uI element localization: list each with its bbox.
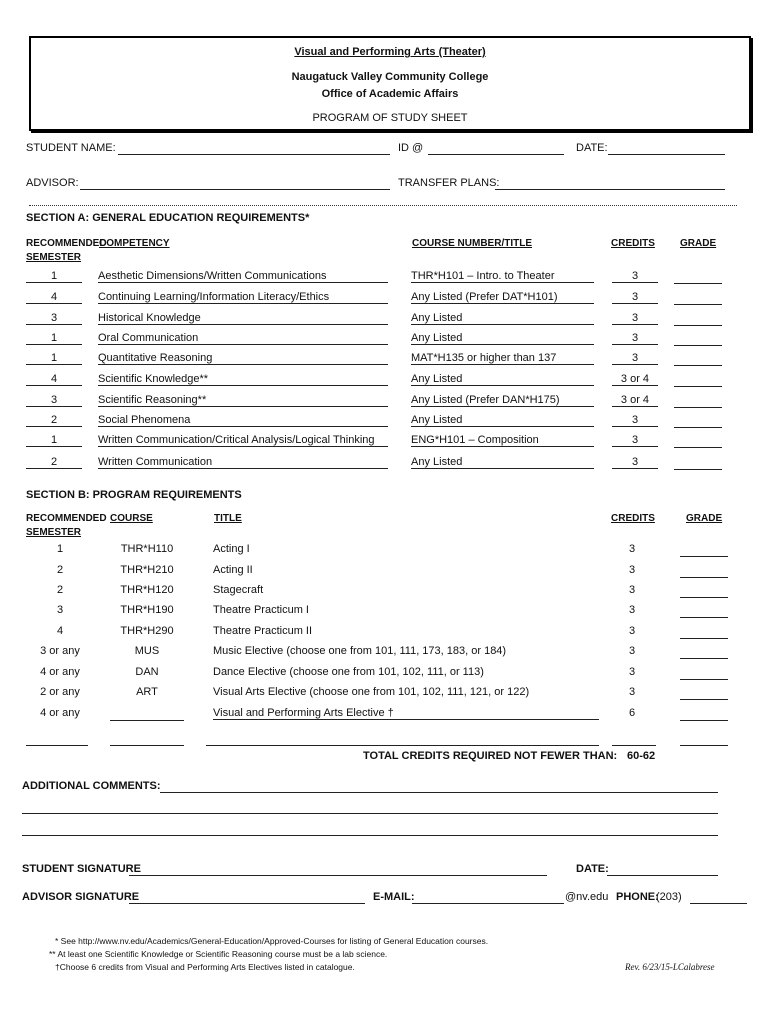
id-label: ID @	[398, 142, 424, 154]
semester-cell[interactable]: 1	[26, 352, 82, 365]
competency-cell: Scientific Reasoning**	[98, 394, 388, 407]
semester-cell[interactable]: 1	[26, 270, 82, 283]
grade-field[interactable]	[674, 456, 722, 470]
advisor-label: ADVISOR:	[26, 177, 79, 189]
section-a-row	[0, 291, 770, 311]
section-a-row	[0, 414, 770, 434]
footnote-3: †Choose 6 credits from Visual and Performing Arts Electives listed in catalogue.	[55, 962, 355, 972]
phone-field[interactable]	[690, 903, 747, 904]
college-name: Naugatuck Valley Community College	[291, 71, 489, 83]
student-signature-field[interactable]	[129, 875, 547, 876]
credits-cell: 3	[628, 645, 636, 657]
section-b-row	[0, 686, 770, 706]
title-cell: Stagecraft	[213, 584, 264, 596]
grade-field[interactable]	[680, 625, 728, 639]
credits-cell: 3	[628, 604, 636, 616]
advisor-signature-label: ADVISOR SIGNATURE	[22, 891, 140, 903]
title-cell: Theatre Practicum II	[213, 625, 313, 637]
comments-line-1[interactable]	[160, 792, 718, 793]
semester-cell: 2	[56, 564, 64, 576]
section-a-col-grade: GRADE	[680, 238, 717, 249]
grade-field[interactable]	[680, 564, 728, 578]
section-a-col-course: COURSE NUMBER/TITLE	[412, 238, 532, 249]
footnote-2: ** At least one Scientific Knowledge or Scientific Reasoning course must be a lab science.	[49, 949, 388, 959]
course-cell: Any Listed	[411, 332, 594, 345]
comments-line-3[interactable]	[22, 835, 718, 836]
section-a-row	[0, 332, 770, 352]
section-b-col-grade: GRADE	[686, 513, 723, 524]
competency-cell: Oral Communication	[98, 332, 388, 345]
section-b-col-recommended: RECOMMENDED	[26, 513, 107, 524]
grade-field[interactable]	[674, 291, 722, 305]
credits-cell: 3	[612, 414, 658, 427]
credits-cell: 3 or 4	[612, 394, 658, 407]
semester-cell[interactable]: 2	[26, 414, 82, 427]
semester-cell[interactable]: 4	[26, 373, 82, 386]
section-b-col-course: COURSE	[110, 513, 153, 524]
program-sheet-label: PROGRAM OF STUDY SHEET	[312, 112, 468, 124]
student-signature-label: STUDENT SIGNATURE	[22, 863, 141, 875]
credits-cell: 3	[628, 584, 636, 596]
email-domain: @nv.edu	[565, 891, 609, 903]
section-b-row	[0, 645, 770, 665]
section-a-row	[0, 394, 770, 414]
section-a-col-credits: CREDITS	[611, 238, 655, 249]
blank-grade-field[interactable]	[680, 745, 728, 746]
grade-field[interactable]	[674, 332, 722, 346]
grade-field[interactable]	[680, 686, 728, 700]
grade-field[interactable]	[680, 645, 728, 659]
competency-cell: Written Communication/Critical Analysis/Logical Thinking	[98, 434, 388, 447]
credits-cell: 3	[612, 332, 658, 345]
blank-title-field[interactable]	[206, 745, 599, 746]
section-b-col-semester: SEMESTER	[26, 527, 82, 538]
section-b-row	[0, 584, 770, 604]
header-box	[29, 36, 751, 131]
section-a-row	[0, 456, 770, 476]
date-field[interactable]	[608, 154, 725, 155]
section-a-col-competency: COMPETENCY	[99, 238, 170, 249]
section-a-col-recommended: RECOMMENDED	[26, 238, 107, 249]
section-a-row	[0, 373, 770, 393]
competency-cell: Continuing Learning/Information Literacy/Ethics	[98, 291, 388, 304]
additional-comments-label: ADDITIONAL COMMENTS:	[22, 780, 161, 792]
semester-cell: 3 or any	[40, 645, 80, 657]
credits-cell: 3	[628, 686, 636, 698]
section-a-row	[0, 312, 770, 332]
grade-field[interactable]	[680, 707, 728, 721]
office-name: Office of Academic Affairs	[321, 88, 459, 100]
course-cell: THR*H210	[120, 564, 174, 576]
course-cell: Any Listed	[411, 373, 594, 386]
section-a-row	[0, 270, 770, 290]
semester-cell[interactable]: 3	[26, 394, 82, 407]
semester-cell[interactable]: 1	[26, 332, 82, 345]
program-title: Visual and Performing Arts (Theater)	[294, 46, 486, 58]
credits-cell: 3	[612, 270, 658, 283]
semester-cell: 4 or any	[40, 666, 80, 678]
course-cell: MAT*H135 or higher than 137	[411, 352, 594, 365]
semester-cell: 4 or any	[40, 707, 80, 719]
advisor-field[interactable]	[80, 189, 390, 190]
course-cell: Any Listed (Prefer DAT*H101)	[411, 291, 594, 304]
course-cell: ART	[136, 686, 158, 698]
semester-cell[interactable]: 1	[26, 434, 82, 447]
phone-label: PHONE:	[616, 891, 659, 903]
credits-cell: 3	[612, 312, 658, 325]
competency-cell: Scientific Knowledge**	[98, 373, 388, 386]
course-cell: THR*H110	[120, 543, 174, 555]
section-b-row	[0, 564, 770, 584]
total-credits-label: TOTAL CREDITS REQUIRED NOT FEWER THAN:	[363, 750, 618, 762]
section-a-title: SECTION A: GENERAL EDUCATION REQUIREMENTS*	[26, 212, 310, 224]
comments-line-2[interactable]	[22, 813, 718, 814]
section-b-row	[0, 604, 770, 624]
revision-note: Rev. 6/23/15-LCalabrese	[625, 962, 715, 972]
section-a-row	[0, 352, 770, 372]
credits-cell: 3	[628, 625, 636, 637]
semester-cell: 1	[56, 543, 64, 555]
grade-field[interactable]	[674, 394, 722, 408]
footnote-1: * See http://www.nv.edu/Academics/General-Education/Approved-Courses for listing of General Education courses.	[55, 936, 489, 946]
course-cell: Any Listed (Prefer DAN*H175)	[411, 394, 594, 407]
credits-cell: 3	[612, 352, 658, 365]
semester-cell: 3	[56, 604, 64, 616]
course-cell: Any Listed	[411, 414, 594, 427]
grade-field[interactable]	[674, 312, 722, 326]
section-b-row	[0, 707, 770, 727]
credits-cell: 3	[612, 434, 658, 447]
student-name-field[interactable]	[118, 154, 390, 155]
total-credits-value: 60-62	[627, 750, 656, 762]
credits-cell: 6	[628, 707, 636, 719]
blank-credits-field[interactable]	[612, 745, 656, 746]
grade-field[interactable]	[680, 584, 728, 598]
course-cell: THR*H120	[120, 584, 174, 596]
competency-cell: Written Communication	[98, 456, 388, 469]
blank-semester-field[interactable]	[26, 745, 88, 746]
transfer-plans-field[interactable]	[495, 189, 725, 190]
semester-cell: 2	[56, 584, 64, 596]
credits-cell: 3	[628, 543, 636, 555]
credits-cell: 3	[612, 291, 658, 304]
semester-cell[interactable]: 2	[26, 456, 82, 469]
section-b-title: SECTION B: PROGRAM REQUIREMENTS	[26, 489, 242, 501]
section-b-col-title: TITLE	[214, 513, 242, 524]
competency-cell: Aesthetic Dimensions/Written Communications	[98, 270, 388, 283]
course-cell: Any Listed	[411, 456, 594, 469]
email-label: E-MAIL:	[373, 891, 415, 903]
signature-date-label: DATE:	[576, 863, 609, 875]
date-label: DATE:	[576, 142, 608, 154]
section-b-col-credits: CREDITS	[611, 513, 655, 524]
course-cell: THR*H190	[120, 604, 174, 616]
course-cell: THR*H101 – Intro. to Theater	[411, 270, 594, 283]
divider	[29, 205, 737, 206]
email-field[interactable]	[412, 903, 564, 904]
course-cell	[110, 707, 184, 721]
course-cell: Any Listed	[411, 312, 594, 325]
credits-cell: 3	[628, 666, 636, 678]
section-b-row	[0, 543, 770, 563]
grade-field[interactable]	[680, 666, 728, 680]
section-a-row	[0, 434, 770, 454]
competency-cell: Quantitative Reasoning	[98, 352, 388, 365]
title-cell: Dance Elective (choose one from 101, 102, 111, or 113)	[213, 666, 484, 678]
title-cell: Acting I	[213, 543, 250, 555]
title-cell: Acting II	[213, 564, 253, 576]
section-a-col-semester: SEMESTER	[26, 252, 82, 263]
semester-cell[interactable]: 3	[26, 312, 82, 325]
id-field[interactable]	[428, 154, 564, 155]
competency-cell: Historical Knowledge	[98, 312, 388, 325]
course-cell: ENG*H101 – Composition	[411, 434, 594, 447]
semester-cell: 2 or any	[40, 686, 80, 698]
course-cell: MUS	[134, 645, 160, 657]
grade-field[interactable]	[674, 373, 722, 387]
signature-date-field[interactable]	[607, 875, 718, 876]
grade-field[interactable]	[674, 434, 722, 448]
title-cell: Visual Arts Elective (choose one from 101, 102, 111, 121, or 122)	[213, 686, 530, 698]
grade-field[interactable]	[680, 543, 728, 557]
blank-course-field[interactable]	[110, 745, 184, 746]
semester-cell[interactable]: 4	[26, 291, 82, 304]
phone-area-code: (203)	[656, 891, 682, 903]
grade-field[interactable]	[674, 414, 722, 428]
advisor-signature-field[interactable]	[129, 903, 365, 904]
course-cell: THR*H290	[120, 625, 174, 637]
grade-field[interactable]	[680, 604, 728, 618]
student-name-label: STUDENT NAME:	[26, 142, 116, 154]
title-cell: Visual and Performing Arts Elective †	[213, 707, 599, 720]
course-cell: DAN	[135, 666, 159, 678]
title-cell: Music Elective (choose one from 101, 111, 173, 183, or 184)	[213, 645, 507, 657]
title-cell: Theatre Practicum I	[213, 604, 309, 616]
competency-cell: Social Phenomena	[98, 414, 388, 427]
transfer-plans-label: TRANSFER PLANS:	[398, 177, 500, 189]
credits-cell: 3 or 4	[612, 373, 658, 386]
credits-cell: 3	[628, 564, 636, 576]
section-b-row	[0, 625, 770, 645]
credits-cell: 3	[612, 456, 658, 469]
grade-field[interactable]	[674, 352, 722, 366]
section-b-row	[0, 666, 770, 686]
semester-cell: 4	[56, 625, 64, 637]
grade-field[interactable]	[674, 270, 722, 284]
